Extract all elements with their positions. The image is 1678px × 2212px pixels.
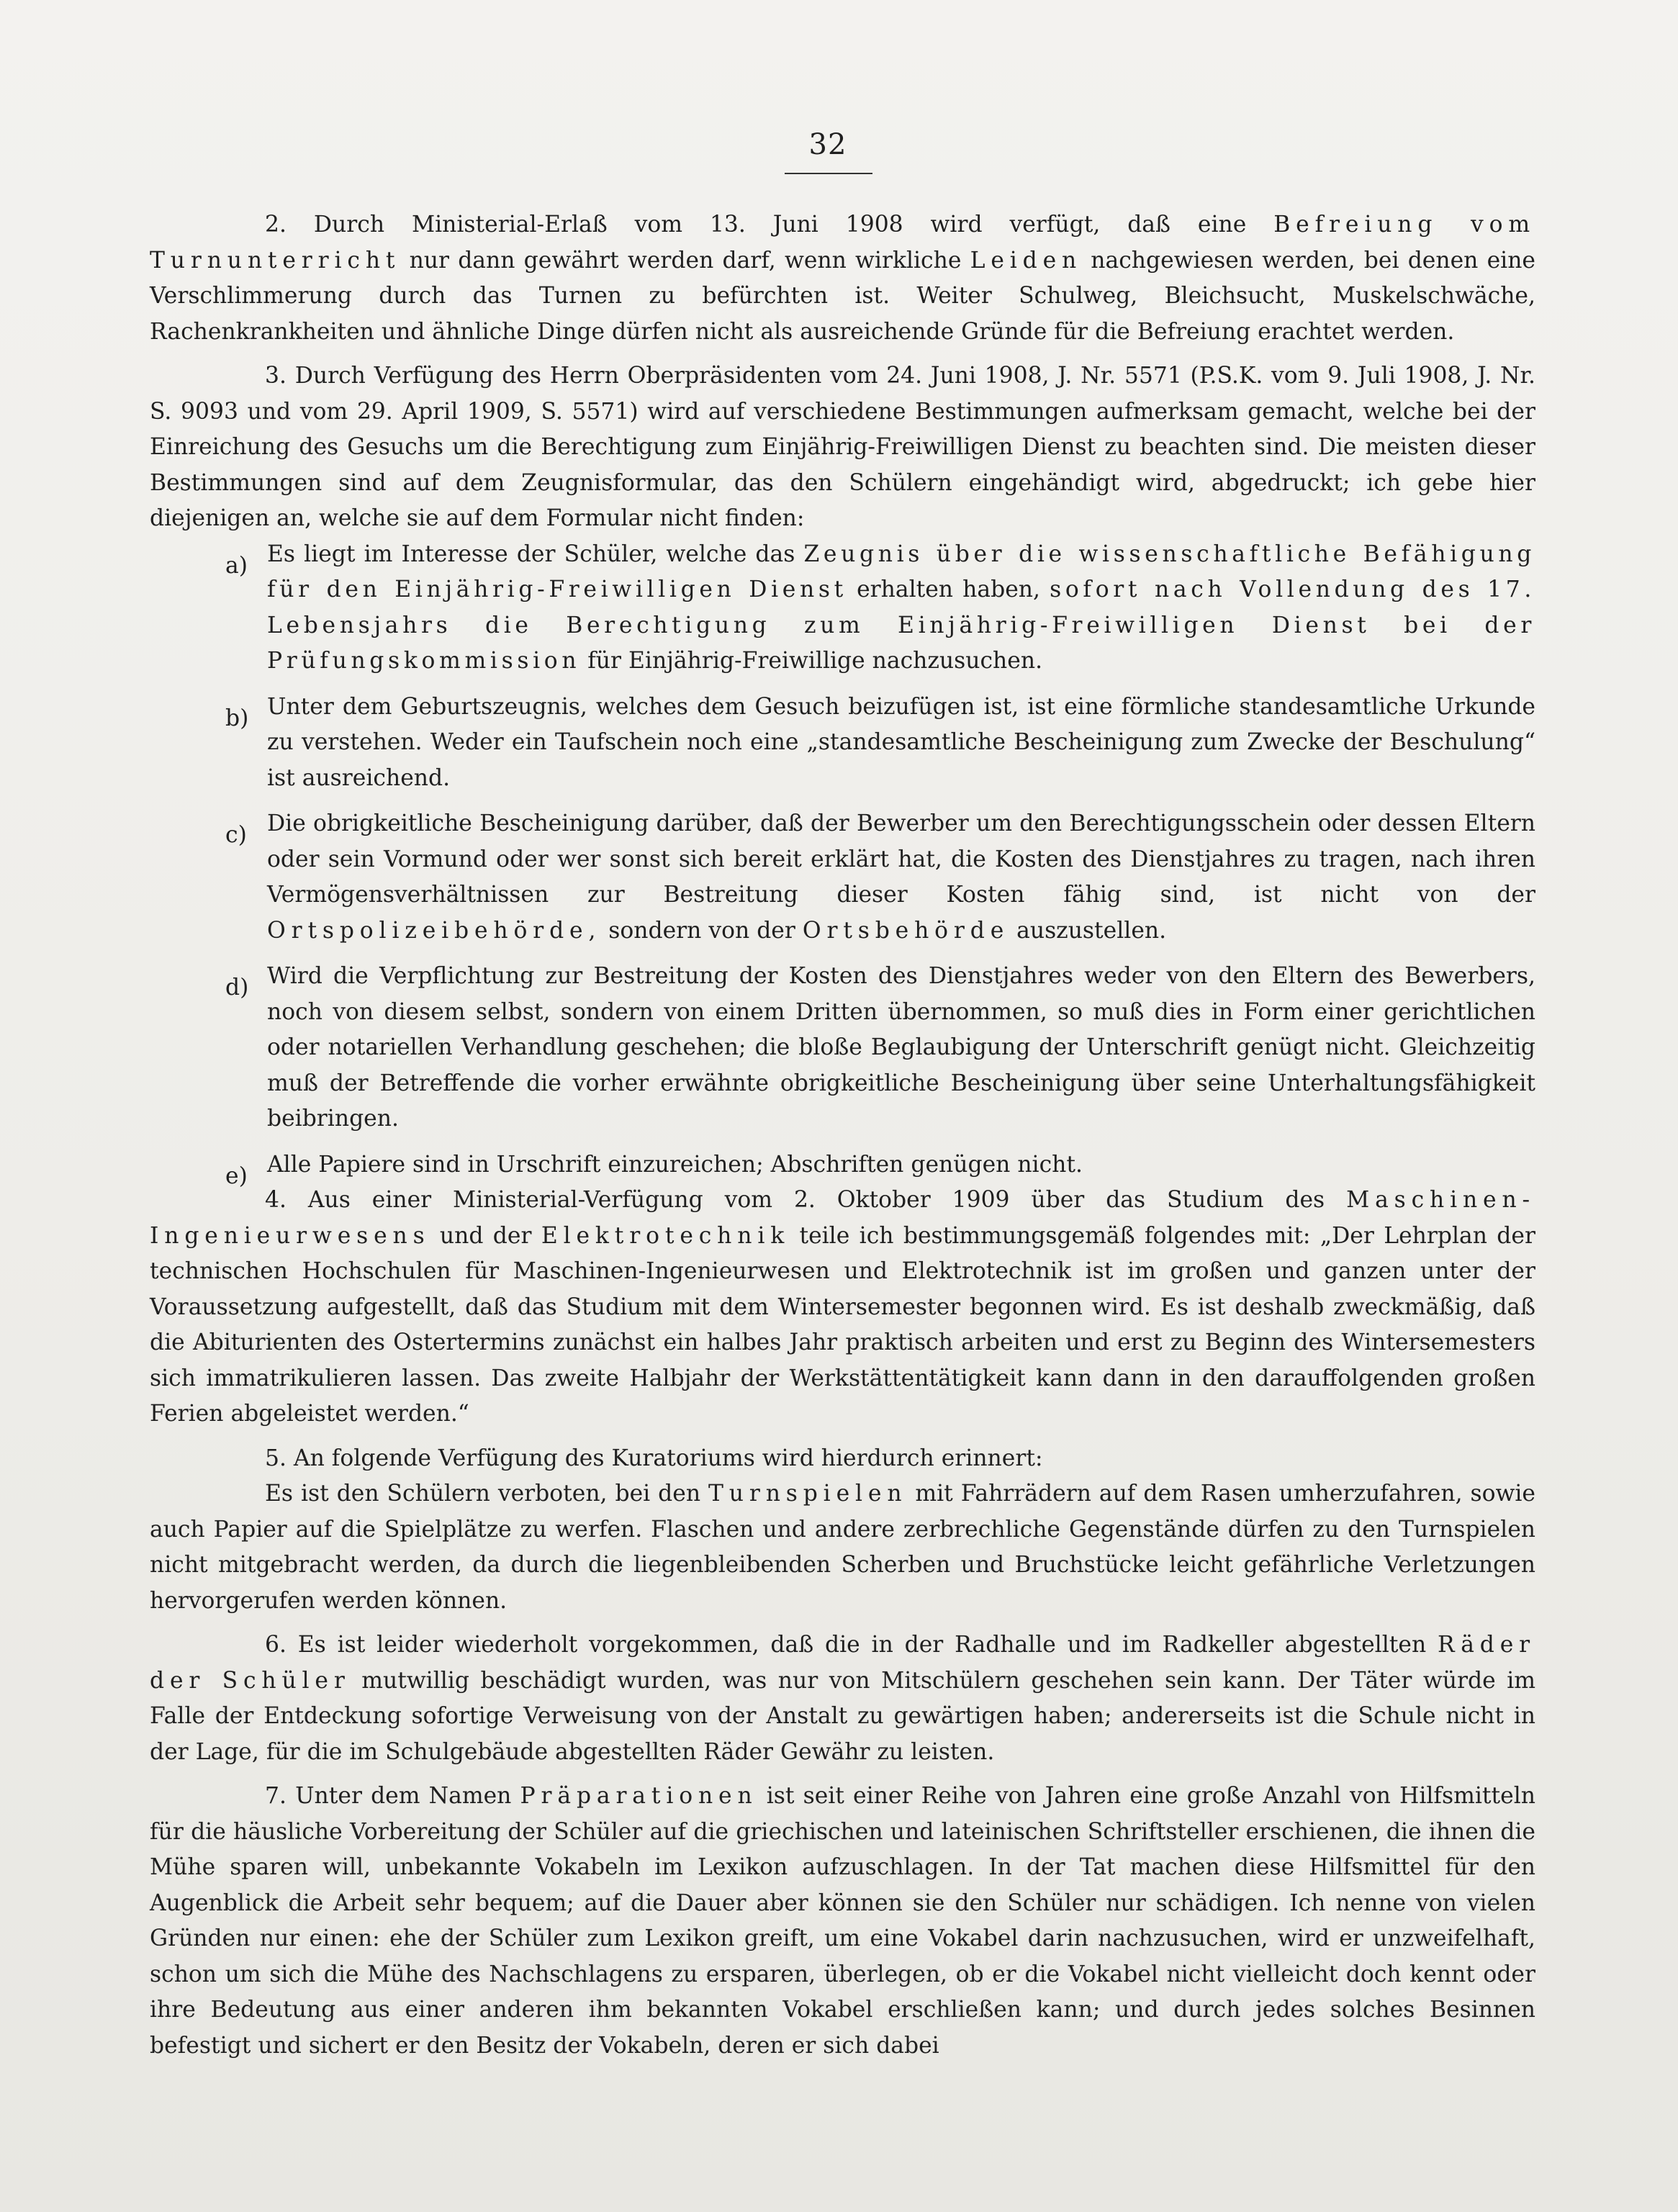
paragraph-5-text: mit Fahrrädern auf dem Rasen umherzufahren, sowie auch Papier auf die Spielplätze zu werfen. Flaschen und andere zerbrechliche Gegenstände dürfen zu den Turnspielen nicht mitgebracht werden, da durch die liegenbleibenden Scherben und Bruchstücke leicht gefährliche Verletzungen hervorgerufen werden können. bbox=[150, 1481, 1535, 1614]
page-number-rule bbox=[785, 173, 872, 174]
paragraph-4-emphasis: Elektrotechnik bbox=[541, 1222, 790, 1249]
body-text bbox=[150, 207, 1535, 2064]
list-item-a bbox=[150, 537, 1535, 680]
list-item-c bbox=[150, 806, 1535, 949]
list-item-emphasis: Zeugnis über die wissenschaftliche Befähigung für den Einjährig-Freiwilligen Dienst bbox=[267, 541, 1535, 602]
list-item-text: Wird die Verpflichtung zur Bestreitung der Kosten des Dienstjahres weder von den Eltern des Bewerbers, noch von diesem selbst, sondern von einem Dritten übernommen, so muß dies in Form einer gerichtlichen oder notariellen Verhandlung geschehen; die bloße Beglaubigung der Unterschrift genügt nicht. Gleichzeitig muß der Betreffende die vorher erwähnte obrigkeitliche Bescheinigung über seine Unterhaltungsfähigkeit beibringen. bbox=[267, 963, 1535, 1132]
list-item-text: sondern von der bbox=[608, 917, 795, 944]
list-item-text: Die obrigkeitliche Bescheinigung darüber, daß der Bewerber um den Berechtigungsschein oder dessen Eltern oder sein Vormund oder wer sonst sich bereit erklärt hat, die Kosten des Dienstjahres zu tragen, nach ihren Vermögensverhältnissen zur Bestreitung dieser Kosten fähig sind, ist nicht von der bbox=[267, 811, 1535, 908]
paragraph-6-text: 6. Es ist leider wiederholt vorgekommen, daß die in der Radhalle und im Radkeller abgestellten bbox=[265, 1632, 1427, 1658]
paragraph-2-emphasis: Leiden bbox=[970, 247, 1083, 274]
list-item-text: erhalten haben, bbox=[857, 577, 1040, 602]
list-item-text: Alle Papiere sind in Urschrift einzureichen; Abschriften genügen nicht. bbox=[267, 1151, 1083, 1178]
list-label: a) bbox=[225, 552, 248, 579]
paragraph-5 bbox=[150, 1441, 1535, 1620]
list-label: e) bbox=[225, 1163, 248, 1189]
paragraph-2-text: nur dann gewährt werden darf, wenn wirkliche bbox=[409, 247, 962, 274]
paragraph-4-text: teile ich bestimmungsgemäß folgendes mit: „Der Lehrplan der technischen Hochschulen für Maschinen-Ingenieurwesen und Elektrotechnik ist im großen und ganzen unter der Voraussetzung aufgestellt, daß das Studium mit dem Wintersemester begonnen wird. Es ist deshalb zweckmäßig, daß die Abiturienten des Ostertermins zunächst ein halbes Jahr praktisch arbeiten und erst zu Beginn des Wintersemesters sich immatrikulieren lassen. Das zweite Halbjahr der Werkstättentätigkeit kann dann in den darauffolgenden großen Ferien abgeleistet werden.“ bbox=[150, 1222, 1535, 1427]
paragraph-6-emphasis: Räder der Schüler bbox=[150, 1632, 1535, 1694]
list-item-text: Unter dem Geburtszeugnis, welches dem Gesuch beizufügen ist, ist eine förmliche standesamtliche Urkunde zu verstehen. Weder ein Taufschein noch eine „standesamtliche Bescheinigung zum Zwecke der Beschulung“ ist ausreichend. bbox=[267, 693, 1535, 791]
page-number: 32 bbox=[808, 128, 847, 161]
list-item-text: für Einjährig-Freiwillige nachzusuchen. bbox=[587, 648, 1043, 674]
paragraph-2-text: 2. Durch Ministerial-Erlaß vom 13. Juni 1908 wird verfügt, daß eine bbox=[265, 212, 1247, 238]
list-item-emphasis: Ortsbehörde bbox=[802, 917, 1010, 944]
paragraph-6 bbox=[150, 1628, 1535, 1770]
list-item-emphasis: Ortspolizeibehörde, bbox=[267, 917, 602, 944]
paragraph-6-text: mutwillig beschädigt wurden, was nur von Mitschülern geschehen sein kann. Der Täter würde im Falle der Entdeckung sofortige Verweisung von der Anstalt zu gewärtigen haben; andererseits ist die Schule nicht in der Lage, für die im Schulgebäude abgestellten Räder Gewähr zu leisten. bbox=[150, 1667, 1535, 1765]
paragraph-2-text: nachgewiesen werden, bei denen eine Verschlimmerung durch das Turnen zu befürchten ist. Weiter Schulweg, Bleichsucht, Muskelschwäche, Rachenkrankheiten und ähnliche Dinge dürfen nicht als ausreichende Gründe für die Befreiung erachtet werden. bbox=[150, 247, 1535, 345]
paragraph-5-lead: 5. An folgende Verfügung des Kuratoriums wird hierdurch erinnert: bbox=[265, 1445, 1043, 1471]
list-label: d) bbox=[225, 975, 249, 1001]
list-item-e bbox=[150, 1147, 1535, 1189]
paragraph-2-emphasis: Befreiung vom Turnunterricht bbox=[150, 212, 1536, 274]
paragraph-7-text: ist seit einer Reihe von Jahren eine große Anzahl von Hilfsmitteln für die häusliche Vorbereitung der Schüler auf die griechischen und lateinischen Schriftsteller erschienen, die ihnen die Mühe sparen will, unbekannte Vokabeln im Lexikon aufzuschlagen. In der Tat machen diese Hilfsmittel für den Augenblick die Arbeit sehr bequem; auf die Dauer aber können sie den Schüler nur schädigen. Ich nenne von vielen Gründen nur einen: ehe der Schüler zum Lexikon greift, um eine Vokabel darin nachzusuchen, wird er unzweifelhaft, schon um sich die Mühe des Nachschlagens zu ersparen, überlegen, ob er die Vokabel nicht vielleicht doch kennt oder ihre Bedeutung aus einer anderen ihm bekannten Vokabel erschließen kann; und durch jedes solches Besinnen befestigt und sichert er den Besitz der Vokabeln, deren er sich dabei bbox=[150, 1783, 1535, 2059]
paragraph-4-text: 4. Aus einer Ministerial-Verfügung vom 2. Oktober 1909 über das Studium des bbox=[265, 1187, 1325, 1213]
list-item-emphasis: sofort nach Vollendung des 17. Lebensjahrs die Berechtigung zum Einjährig-Freiwilligen Dienst bei der Prüfungskommission bbox=[267, 577, 1536, 674]
list-item-text: auszustellen. bbox=[1016, 917, 1167, 944]
paragraph-5-text: Es ist den Schülern verboten, bei den bbox=[265, 1481, 701, 1507]
paragraph-4 bbox=[150, 1183, 1535, 1432]
paragraph-4-emphasis: Maschinen-Ingenieurwesens bbox=[150, 1187, 1535, 1249]
paragraph-2 bbox=[150, 207, 1535, 350]
paragraph-3: 3. Durch Verfügung des Herrn Oberpräsidenten vom 24. Juni 1908, J. Nr. 5571 (P.S.K. vom 9. Juli 1908, J. Nr. S. 9093 und vom 29. April 1909, S. 5571) wird auf verschiedene Bestimmungen aufmerksam gemacht, welche bei der Einreichung des Gesuchs um die Berechtigung zum Einjährig-Freiwilligen Dienst zu beachten sind. Die meisten dieser Bestimmungen sind auf dem Zeugnisformular, das den Schülern eingehändigt wird, abgedruckt; ich gebe hier diejenigen an, welche sie auf dem Formular nicht finden: bbox=[150, 363, 1535, 531]
paragraph-5-emphasis: Turnspielen bbox=[708, 1481, 908, 1507]
list-item-text: Es liegt im Interesse der Schüler, welche das bbox=[267, 541, 795, 567]
list-item-d bbox=[150, 959, 1535, 1137]
list-label: b) bbox=[225, 705, 249, 731]
list-item-b bbox=[150, 690, 1535, 797]
paragraph-7-emphasis: Präparationen bbox=[520, 1783, 758, 1809]
paragraph-7 bbox=[150, 1779, 1535, 2064]
paragraph-4-text: und der bbox=[439, 1222, 532, 1249]
paragraph-7-text: 7. Unter dem Namen bbox=[265, 1783, 512, 1809]
paragraph-5-body bbox=[150, 1476, 1535, 1619]
list-label: c) bbox=[225, 822, 247, 848]
